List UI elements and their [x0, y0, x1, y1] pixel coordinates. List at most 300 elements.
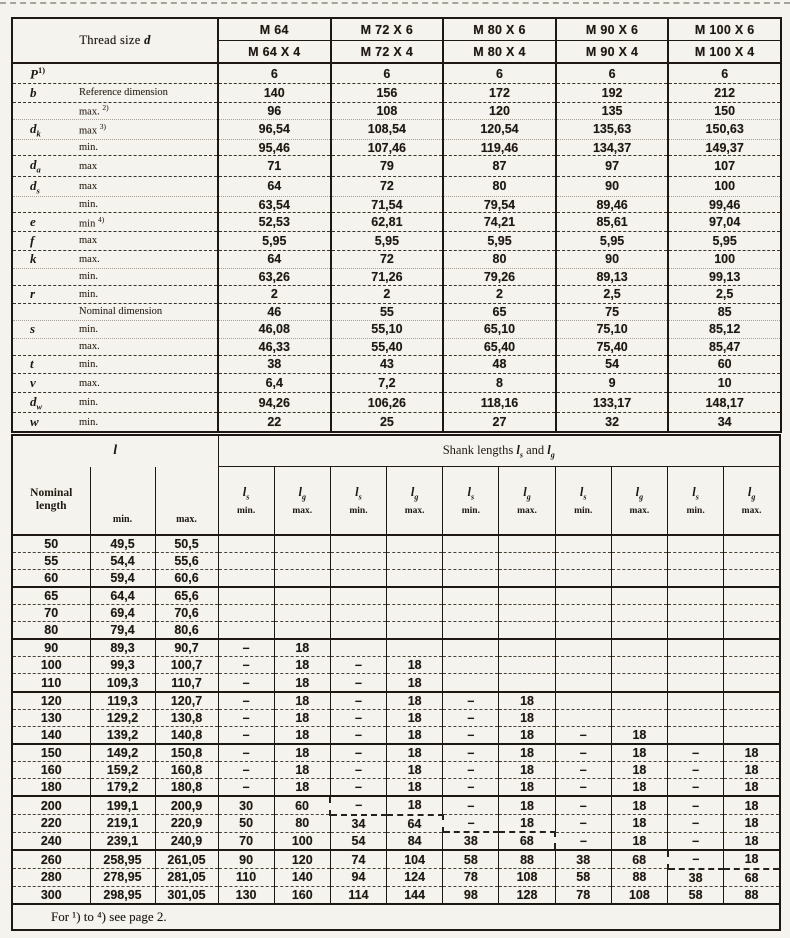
- nominal-length-cell: 65: [12, 587, 90, 605]
- length-row: [12, 886, 780, 904]
- dimension-value-cell: 60: [668, 355, 781, 374]
- dimension-value-cell: 64: [218, 176, 331, 196]
- row-condition-label: max: [79, 180, 98, 192]
- row-condition-label: min.: [79, 323, 98, 335]
- shank-value-cell: –: [218, 726, 274, 744]
- row-label-wrap: [13, 232, 217, 250]
- shank-value-cell: 18: [387, 692, 443, 710]
- length-min-cell: 119,3: [90, 692, 155, 710]
- shank-value-cell: –: [443, 796, 499, 814]
- shank-value-cell: [724, 587, 780, 605]
- shank-value-cell: [611, 535, 667, 553]
- shank-symbol: $l_s$: [355, 484, 362, 501]
- dimension-row: [12, 232, 781, 251]
- shank-value-cell: 64: [387, 815, 443, 833]
- length-max-cell: 160,8: [155, 762, 218, 779]
- dimension-value-cell: 149,37: [668, 139, 781, 155]
- dimension-value-cell: 55,40: [331, 339, 444, 355]
- shank-value-cell: [555, 622, 611, 640]
- shank-value-cell: 18: [499, 779, 555, 797]
- row-label: [12, 339, 218, 355]
- dimension-value-cell: 71: [218, 156, 331, 176]
- shank-value-cell: [668, 709, 724, 726]
- row-label-wrap: [13, 374, 217, 392]
- shank-value-cell: [499, 674, 555, 692]
- shank-value-cell: –: [443, 709, 499, 726]
- shank-value-cell: [724, 726, 780, 744]
- length-max-cell: 130,8: [155, 709, 218, 726]
- shank-value-cell: 18: [387, 796, 443, 814]
- dimension-symbol: v: [30, 375, 36, 391]
- row-condition-label: min.: [79, 416, 98, 428]
- shank-value-cell: [555, 639, 611, 657]
- length-row: [12, 832, 780, 850]
- shank-value-cell: [274, 569, 330, 587]
- shank-value-cell: 38: [555, 850, 611, 868]
- shank-value-cell: 80: [274, 815, 330, 833]
- shank-value-cell: –: [218, 692, 274, 710]
- row-label: [12, 119, 218, 139]
- shank-value-cell: [218, 552, 274, 569]
- length-min-cell: 219,1: [90, 815, 155, 833]
- row-condition-label: max.: [79, 253, 100, 265]
- shank-value-cell: 60: [274, 796, 330, 814]
- shank-value-cell: [499, 605, 555, 622]
- dimension-value-cell: 100: [668, 250, 781, 269]
- dimension-value-cell: 134,37: [556, 139, 669, 155]
- shank-value-cell: 18: [387, 657, 443, 674]
- shank-value-cell: 18: [611, 832, 667, 850]
- column-subheader-m80x4: M 80 X 4: [443, 41, 556, 64]
- shank-value-cell: [668, 587, 724, 605]
- shank-value-cell: 98: [443, 886, 499, 904]
- row-label-wrap: [13, 356, 217, 374]
- shank-value-cell: 18: [724, 815, 780, 833]
- shank-value-cell: [387, 535, 443, 553]
- nominal-length-cell: 70: [12, 605, 90, 622]
- row-condition-label: min.: [79, 271, 98, 283]
- nominal-length-cell: 80: [12, 622, 90, 640]
- shank-value-cell: [218, 535, 274, 553]
- shank-value-cell: [611, 657, 667, 674]
- length-min-cell: 64,4: [90, 587, 155, 605]
- shank-value-cell: 18: [387, 726, 443, 744]
- shank-value-cell: 18: [387, 674, 443, 692]
- dimension-value-cell: 63,54: [218, 197, 331, 213]
- dimension-value-cell: 79,26: [443, 269, 556, 285]
- dimension-symbol: $P^{1)}$: [30, 64, 46, 82]
- dimension-row: [12, 355, 781, 374]
- row-label-wrap: [13, 321, 217, 339]
- shank-symbol: $l_s$: [467, 484, 475, 501]
- shank-value-cell: [274, 535, 330, 553]
- shank-value-cell: 18: [724, 744, 780, 762]
- shank-symbol: $l_g$: [523, 484, 531, 501]
- shank-condition-label: max.: [404, 506, 425, 516]
- dimension-value-cell: 7,2: [331, 374, 444, 393]
- ls-symbol: $l_s$: [516, 442, 523, 460]
- shank-value-cell: 18: [499, 692, 555, 710]
- shank-condition-label: max.: [517, 506, 537, 516]
- length-row: [12, 744, 780, 762]
- dimension-value-cell: 96,54: [218, 119, 331, 139]
- row-label: [12, 269, 218, 285]
- shank-value-cell: 50: [218, 815, 274, 833]
- shank-symbol: $l_g$: [635, 484, 644, 501]
- length-max-cell: 240,9: [155, 832, 218, 850]
- shank-value-cell: [555, 709, 611, 726]
- length-max-cell: 90,7: [155, 639, 218, 657]
- shank-value-cell: 18: [611, 744, 667, 762]
- shank-value-cell: [724, 552, 780, 569]
- shank-value-cell: 18: [724, 832, 780, 850]
- shank-value-cell: [274, 587, 330, 605]
- shank-value-cell: 18: [274, 674, 330, 692]
- shank-value-cell: [330, 535, 386, 553]
- shank-value-cell: 100: [274, 832, 330, 850]
- shank-value-cell: 70: [218, 832, 274, 850]
- dimension-row: [12, 339, 781, 355]
- footnote-text: For ¹) to ⁴) see page 2.: [12, 904, 780, 930]
- shank-value-cell: [443, 569, 499, 587]
- shank-value-cell: [555, 657, 611, 674]
- row-label-wrap: [13, 64, 217, 83]
- shank-column-header: [611, 467, 667, 535]
- row-label: [12, 102, 218, 119]
- shank-value-cell: [387, 552, 443, 569]
- shank-value-cell: [611, 622, 667, 640]
- shank-value-cell: [611, 605, 667, 622]
- shank-value-cell: 94: [330, 869, 386, 887]
- shank-value-cell: 104: [387, 850, 443, 868]
- row-label: [12, 374, 218, 393]
- shank-value-cell: 78: [555, 886, 611, 904]
- shank-value-cell: 78: [443, 869, 499, 887]
- shank-value-cell: [443, 535, 499, 553]
- shank-value-cell: –: [218, 674, 274, 692]
- dimension-value-cell: 25: [331, 413, 444, 432]
- length-row: [12, 605, 780, 622]
- thread-dimensions-table: [11, 17, 782, 433]
- length-max-cell: 70,6: [155, 605, 218, 622]
- length-min-cell: 139,2: [90, 726, 155, 744]
- dimension-value-cell: 97,04: [668, 213, 781, 232]
- shank-value-cell: –: [668, 779, 724, 797]
- shank-condition-label: min.: [236, 506, 256, 516]
- shank-value-cell: 84: [387, 832, 443, 850]
- shank-column-header: [330, 467, 386, 535]
- dimension-row: [12, 250, 781, 269]
- length-row: [12, 796, 780, 814]
- row-condition-label: max: [79, 235, 98, 247]
- shank-value-cell: –: [330, 726, 386, 744]
- dimension-symbol: s: [30, 321, 36, 337]
- row-label-wrap: [13, 213, 217, 231]
- shank-column-header: [499, 467, 555, 535]
- shank-value-cell: [611, 709, 667, 726]
- shank-value-cell: –: [555, 832, 611, 850]
- length-min-cell: 109,3: [90, 674, 155, 692]
- dimension-value-cell: 135: [556, 102, 669, 119]
- shank-column-header: [555, 467, 611, 535]
- shank-value-cell: –: [218, 779, 274, 797]
- shank-value-cell: –: [330, 796, 386, 814]
- shank-value-cell: 108: [611, 886, 667, 904]
- dimension-value-cell: 108,54: [331, 119, 444, 139]
- row-label: [12, 197, 218, 213]
- shank-condition-label: min.: [686, 506, 705, 516]
- shank-value-cell: [499, 569, 555, 587]
- row-label: [12, 320, 218, 339]
- shank-value-cell: –: [443, 692, 499, 710]
- column-subheader-m64x4: M 64 X 4: [218, 41, 331, 64]
- nominal-length-header: Nominal length: [12, 467, 90, 535]
- length-min-cell: 49,5: [90, 535, 155, 553]
- shank-value-cell: 18: [274, 744, 330, 762]
- dimension-value-cell: 65,10: [443, 320, 556, 339]
- row-condition-label: Nominal dimension: [79, 306, 163, 318]
- shank-value-cell: –: [555, 779, 611, 797]
- shank-value-cell: [387, 569, 443, 587]
- nominal-length-cell: 160: [12, 762, 90, 779]
- shank-value-cell: [555, 605, 611, 622]
- column-condition-header-row: [12, 467, 780, 535]
- length-row: [12, 674, 780, 692]
- shank-value-cell: –: [218, 709, 274, 726]
- shank-column-header: [724, 467, 780, 535]
- shank-value-cell: 18: [387, 709, 443, 726]
- dimension-value-cell: 212: [668, 84, 781, 103]
- shank-condition-label: max.: [629, 506, 650, 516]
- dimension-value-cell: 79: [331, 156, 444, 176]
- footnote-row: [12, 904, 780, 930]
- dimension-value-cell: 2: [331, 285, 444, 304]
- length-max-cell: 110,7: [155, 674, 218, 692]
- dimension-value-cell: 46,08: [218, 320, 331, 339]
- dimension-value-cell: 85: [668, 304, 781, 320]
- shank-value-cell: 18: [611, 762, 667, 779]
- shank-value-cell: –: [555, 726, 611, 744]
- shank-value-cell: [499, 622, 555, 640]
- row-label: [12, 213, 218, 232]
- shank-value-cell: 18: [611, 815, 667, 833]
- nominal-length-cell: 130: [12, 709, 90, 726]
- shank-value-cell: [330, 622, 386, 640]
- shank-value-cell: –: [555, 815, 611, 833]
- row-label-wrap: [13, 304, 217, 319]
- dimension-value-cell: 120,54: [443, 119, 556, 139]
- dimension-value-cell: 79,54: [443, 197, 556, 213]
- dimension-symbol: $d_a$: [30, 157, 41, 175]
- row-condition-label: min.: [79, 288, 98, 300]
- dimension-value-cell: 72: [331, 250, 444, 269]
- shank-value-cell: [668, 639, 724, 657]
- shank-value-cell: [443, 587, 499, 605]
- row-label-wrap: [13, 197, 217, 212]
- length-row: [12, 815, 780, 833]
- row-label-wrap: [13, 413, 217, 431]
- shank-value-cell: [611, 639, 667, 657]
- shank-symbol: $l_s$: [242, 484, 250, 501]
- shank-value-cell: 18: [274, 709, 330, 726]
- nominal-length-cell: 180: [12, 779, 90, 797]
- dimension-value-cell: 94,26: [218, 392, 331, 412]
- shank-value-cell: [611, 587, 667, 605]
- row-condition-label: max: [79, 160, 98, 172]
- dimension-row: [12, 413, 781, 432]
- dimension-symbol: e: [30, 214, 36, 230]
- row-condition-label: max.: [79, 341, 100, 353]
- dimension-value-cell: 38: [218, 355, 331, 374]
- shank-value-cell: 18: [274, 726, 330, 744]
- dimension-value-cell: 2: [443, 285, 556, 304]
- shank-value-cell: [724, 709, 780, 726]
- shank-value-cell: 34: [330, 815, 386, 833]
- dimension-value-cell: 46,33: [218, 339, 331, 355]
- dimension-value-cell: 48: [443, 355, 556, 374]
- shank-value-cell: 18: [611, 779, 667, 797]
- shank-value-cell: 18: [387, 744, 443, 762]
- length-min-cell: 278,95: [90, 869, 155, 887]
- length-symbol-header: l: [113, 443, 118, 459]
- dimension-value-cell: 63,26: [218, 269, 331, 285]
- length-row: [12, 569, 780, 587]
- nominal-length-cell: 120: [12, 692, 90, 710]
- dimension-value-cell: 75: [556, 304, 669, 320]
- dimension-value-cell: 89,13: [556, 269, 669, 285]
- dimension-value-cell: 6: [668, 63, 781, 84]
- shank-value-cell: –: [218, 744, 274, 762]
- shank-value-cell: –: [668, 796, 724, 814]
- dimension-row: [12, 197, 781, 213]
- row-label-wrap: [13, 177, 217, 196]
- length-row: [12, 850, 780, 868]
- dimension-symbol: $d_w$: [30, 393, 43, 412]
- length-shank-table: [11, 434, 781, 931]
- nominal-length-cell: 100: [12, 657, 90, 674]
- dimension-value-cell: 2,5: [668, 285, 781, 304]
- dimension-value-cell: 2: [218, 285, 331, 304]
- dimension-value-cell: 96: [218, 102, 331, 119]
- shank-title-and: and: [522, 442, 548, 457]
- length-min-cell: 79,4: [90, 622, 155, 640]
- row-label-wrap: [13, 251, 217, 269]
- shank-value-cell: [443, 605, 499, 622]
- shank-value-cell: 110: [218, 869, 274, 887]
- dimension-value-cell: 9: [556, 374, 669, 393]
- length-max-cell: 120,7: [155, 692, 218, 710]
- row-label-wrap: [13, 339, 217, 354]
- shank-value-cell: –: [668, 762, 724, 779]
- length-row: [12, 726, 780, 744]
- nominal-length-cell: 220: [12, 815, 90, 833]
- thread-size-corner-label: [12, 18, 218, 63]
- length-min-cell: 258,95: [90, 850, 155, 868]
- row-condition-label: min.: [79, 397, 98, 409]
- shank-value-cell: 130: [218, 886, 274, 904]
- dimension-value-cell: 97: [556, 156, 669, 176]
- dimension-symbol: r: [30, 286, 36, 302]
- dimension-row: [12, 269, 781, 285]
- dimension-value-cell: 90: [556, 250, 669, 269]
- shank-value-cell: [668, 569, 724, 587]
- shank-value-cell: [274, 605, 330, 622]
- shank-value-cell: 88: [724, 886, 780, 904]
- dimension-value-cell: 65: [443, 304, 556, 320]
- shank-title-text: Shank lengths: [442, 442, 517, 457]
- shank-value-cell: 54: [330, 832, 386, 850]
- shank-value-cell: [443, 674, 499, 692]
- row-label: [12, 156, 218, 176]
- dimension-value-cell: 85,12: [668, 320, 781, 339]
- dimension-value-cell: 32: [556, 413, 669, 432]
- shank-value-cell: 18: [499, 744, 555, 762]
- shank-value-cell: 124: [387, 869, 443, 887]
- shank-value-cell: 18: [611, 796, 667, 814]
- shank-value-cell: [611, 692, 667, 710]
- shank-value-cell: [668, 674, 724, 692]
- shank-value-cell: 128: [499, 886, 555, 904]
- shank-value-cell: [387, 587, 443, 605]
- shank-value-cell: 68: [499, 832, 555, 850]
- shank-value-cell: [611, 569, 667, 587]
- shank-value-cell: [724, 639, 780, 657]
- shank-value-cell: 18: [387, 762, 443, 779]
- nominal-length-cell: 150: [12, 744, 90, 762]
- dimension-value-cell: 6: [331, 63, 444, 84]
- shank-value-cell: 88: [499, 850, 555, 868]
- column-header-m64: M 64: [218, 18, 331, 41]
- length-row: [12, 535, 780, 553]
- shank-value-cell: 18: [499, 815, 555, 833]
- shank-value-cell: [387, 639, 443, 657]
- length-min-cell: 54,4: [90, 552, 155, 569]
- shank-column-header: [387, 467, 443, 535]
- dimension-value-cell: 5,95: [556, 232, 669, 251]
- dimension-symbol: $d_k$: [30, 120, 41, 139]
- shank-value-cell: [555, 674, 611, 692]
- shank-value-cell: 114: [330, 886, 386, 904]
- shank-value-cell: [499, 587, 555, 605]
- dimension-value-cell: 43: [331, 355, 444, 374]
- dimension-value-cell: 71,54: [331, 197, 444, 213]
- nominal-length-cell: 110: [12, 674, 90, 692]
- shank-value-cell: –: [443, 779, 499, 797]
- lg-symbol: $l_g$: [547, 442, 555, 460]
- shank-symbol: $l_g$: [747, 484, 756, 501]
- row-condition-label: max $^{3)}$: [79, 122, 106, 137]
- dimension-value-cell: 108: [331, 102, 444, 119]
- length-max-cell: 150,8: [155, 744, 218, 762]
- dimension-value-cell: 150,63: [668, 119, 781, 139]
- shank-value-cell: [274, 622, 330, 640]
- shank-symbol: $l_g$: [410, 484, 419, 501]
- row-label: [12, 413, 218, 432]
- shank-value-cell: [724, 657, 780, 674]
- shank-value-cell: –: [218, 762, 274, 779]
- column-subheader-m72x4: M 72 X 4: [331, 41, 444, 64]
- dimension-value-cell: 148,17: [668, 392, 781, 412]
- dimension-value-cell: 34: [668, 413, 781, 432]
- shank-value-cell: [330, 639, 386, 657]
- row-label-wrap: [13, 84, 217, 102]
- shank-value-cell: 30: [218, 796, 274, 814]
- shank-value-cell: 68: [724, 869, 780, 887]
- dimension-value-cell: 133,17: [556, 392, 669, 412]
- length-table-body: [12, 535, 780, 905]
- row-condition-label: max.: [79, 377, 100, 389]
- corner-symbol: d: [144, 33, 151, 47]
